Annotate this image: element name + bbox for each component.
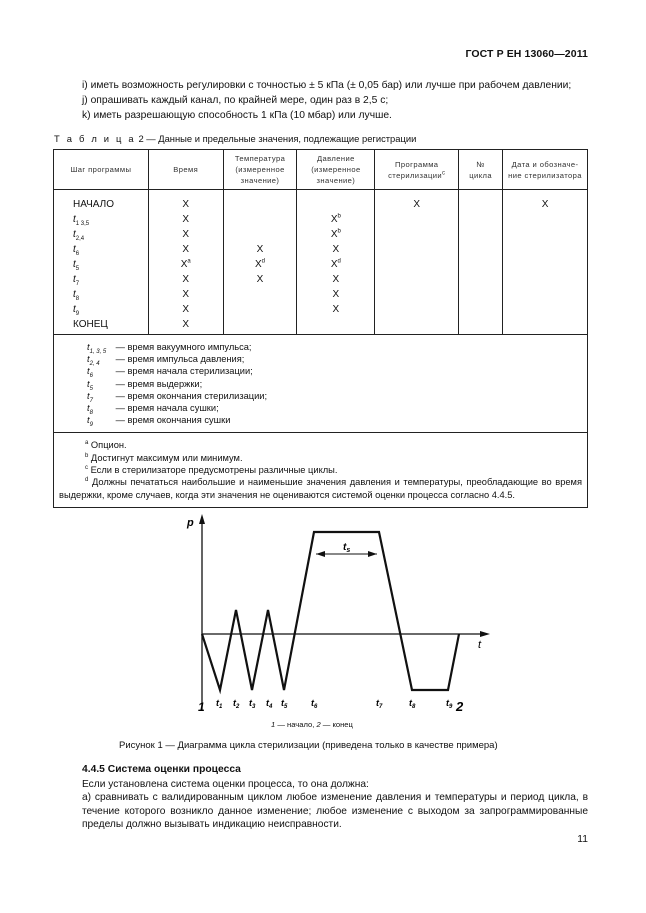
table-cell: X bbox=[413, 199, 421, 210]
col-steps bbox=[54, 190, 149, 335]
table-cell: X bbox=[182, 214, 190, 225]
list-item-k: k) иметь разрешающую способность 1 кПа (10 мбар) или лучше. bbox=[82, 110, 392, 121]
tick-t2: $t_2$ bbox=[233, 698, 240, 710]
figure-legend: 1 — начало, 2 — конец bbox=[271, 720, 353, 729]
figure-caption: Рисунок 1 — Диаграмма цикла стерилизации (приведена только в качестве примера) bbox=[119, 740, 498, 751]
tick-t7: $t_7$ bbox=[376, 698, 383, 710]
header-pressure: Давление (измеренное значение) bbox=[297, 150, 375, 190]
table-cell: $X^b$ bbox=[330, 213, 341, 225]
table-cell: $X^d$ bbox=[255, 258, 266, 270]
table-cell bbox=[224, 317, 297, 332]
legend-item: $t_7$ — время окончания стерилизации; bbox=[87, 390, 268, 404]
header-program: Программа стерилизации$^c$ bbox=[375, 150, 459, 190]
table-cell: $t_5$ bbox=[73, 259, 80, 272]
legend-row bbox=[54, 335, 588, 433]
note-c: $^c$ Если в стерилизаторе предусмотрены различные циклы. bbox=[85, 464, 338, 475]
table-cell bbox=[297, 197, 374, 212]
start-label: 1 bbox=[198, 700, 205, 714]
time-tick-labels bbox=[216, 698, 453, 710]
table-cell: X bbox=[332, 304, 340, 315]
col-cycle-no bbox=[459, 190, 503, 335]
note-b: $^b$ Достигнут максимум или минимум. bbox=[85, 452, 243, 463]
header-date: Дата и обозначе- ние стерилизатора bbox=[503, 150, 588, 190]
table-cell bbox=[224, 197, 297, 212]
table-cell: КОНЕЦ bbox=[73, 319, 108, 330]
list-item-j: j) опрашивать каждый канал, по крайней мере, один раз в 2,5 с; bbox=[82, 95, 389, 106]
table-cell: X bbox=[332, 289, 340, 300]
note-d: $^d$ Должны печататься наибольшие и наименьшие значения давления и температуры, преобладающие во время выдержки, кроме случаев, когда эти значения не оцениваются системой оценки процесса согласно 4.4.5. bbox=[59, 477, 582, 500]
table-cell bbox=[224, 287, 297, 302]
table-cell: X bbox=[182, 229, 190, 240]
table-cell: X bbox=[332, 274, 340, 285]
section-para-1: Если установлена система оценки процесса, то она должна: bbox=[82, 779, 369, 790]
col-time bbox=[148, 190, 223, 335]
table-cell: X bbox=[182, 304, 190, 315]
section-title: 4.4.5 Система оценки процесса bbox=[82, 764, 241, 775]
table-cell: $X^a$ bbox=[180, 258, 191, 270]
x-axis-arrow bbox=[480, 631, 490, 637]
table-header-row bbox=[54, 150, 588, 190]
hold-arrow-left bbox=[316, 551, 325, 557]
table-cell: X bbox=[182, 244, 190, 255]
pressure-curve bbox=[202, 532, 459, 690]
cycle-diagram bbox=[180, 510, 500, 715]
table-cell: X bbox=[182, 319, 190, 330]
table-cell: $t_6$ bbox=[73, 244, 80, 257]
data-table bbox=[53, 149, 588, 508]
col-pressure bbox=[297, 190, 375, 335]
table-cell: X bbox=[541, 199, 549, 210]
x-axis-label: t bbox=[478, 639, 482, 651]
y-axis-arrow bbox=[199, 514, 205, 524]
table-cell: $t_{1 3,5}$ bbox=[73, 214, 90, 227]
legend-item: $t_8$ — время начала сушки; bbox=[87, 402, 219, 416]
legend-item: $t_9$ — время окончания сушки bbox=[87, 415, 231, 428]
section-para-2: а) сравнивать с валидированным циклом любое изменение давления и температуры и период цикла, в течение которого возникло данное изменение; любое изменение с выходом за запрограммированные пределы должно вызывать индикацию неисправности. bbox=[82, 792, 588, 830]
note-a: $^a$ Опцион. bbox=[85, 440, 127, 451]
table-cell: X bbox=[182, 289, 190, 300]
tick-t1: $t_1$ bbox=[216, 698, 223, 710]
tick-t4: $t_4$ bbox=[266, 698, 273, 710]
table-notes bbox=[54, 433, 588, 507]
table-cell bbox=[224, 227, 297, 242]
table-cell bbox=[224, 212, 297, 227]
header-time: Время bbox=[148, 150, 223, 190]
table-cell bbox=[297, 317, 374, 332]
legend-item: $t_5$ — время выдержки; bbox=[87, 378, 203, 392]
table-data-row bbox=[54, 190, 588, 335]
table-cell: $t_{2,4}$ bbox=[73, 229, 85, 242]
table-cell: X bbox=[256, 244, 264, 255]
list-item-i: i) иметь возможность регулировки с точностью ± 5 кПа (± 0,05 бар) или лучше при рабочем давлении; bbox=[82, 80, 572, 91]
table-cell: X bbox=[332, 244, 340, 255]
table-cell bbox=[224, 302, 297, 317]
y-axis-label: p bbox=[187, 517, 194, 529]
time-legend bbox=[54, 335, 588, 433]
header-step: Шаг программы bbox=[54, 150, 149, 190]
hold-time-label: $t_s$ bbox=[343, 542, 351, 554]
legend-item: $t_{2, 4}$ — время импульса давления; bbox=[87, 354, 245, 368]
table-cell: X bbox=[182, 274, 190, 285]
end-label: 2 bbox=[456, 699, 464, 714]
tick-t6: $t_6$ bbox=[311, 698, 318, 710]
hold-arrow-right bbox=[368, 551, 377, 557]
col-temperature bbox=[223, 190, 297, 335]
tick-t8: $t_8$ bbox=[409, 698, 416, 710]
legend-item: $t_6$ — время начала стерилизации; bbox=[87, 366, 253, 380]
standard-header: ГОСТ Р ЕН 13060—2011 bbox=[465, 48, 588, 60]
table-cell: $t_8$ bbox=[73, 289, 80, 302]
col-program bbox=[375, 190, 459, 335]
table-cell: X bbox=[182, 199, 190, 210]
table-cell: $X^d$ bbox=[330, 258, 341, 270]
table-cell: $t_7$ bbox=[73, 274, 80, 287]
table-caption: Т а б л и ц а 2 — Данные и предельные значения, подлежащие регистрации bbox=[54, 133, 417, 144]
notes-row bbox=[54, 433, 588, 507]
table-cell: НАЧАЛО bbox=[73, 199, 115, 210]
header-cycle-no: № цикла bbox=[459, 150, 503, 190]
col-date bbox=[503, 190, 588, 335]
tick-t3: $t_3$ bbox=[249, 698, 256, 710]
table-cell: $X^b$ bbox=[330, 228, 341, 240]
table-cell: $t_9$ bbox=[73, 304, 80, 317]
header-temperature: Температура (измеренное значение) bbox=[223, 150, 297, 190]
page-number: 11 bbox=[577, 834, 588, 845]
tick-t9: $t_9$ bbox=[446, 698, 453, 710]
legend-item: $t_{1, 3, 5}$ — время вакуумного импульса; bbox=[87, 342, 252, 355]
tick-t5: $t_5$ bbox=[281, 698, 288, 710]
table-cell: X bbox=[256, 274, 264, 285]
